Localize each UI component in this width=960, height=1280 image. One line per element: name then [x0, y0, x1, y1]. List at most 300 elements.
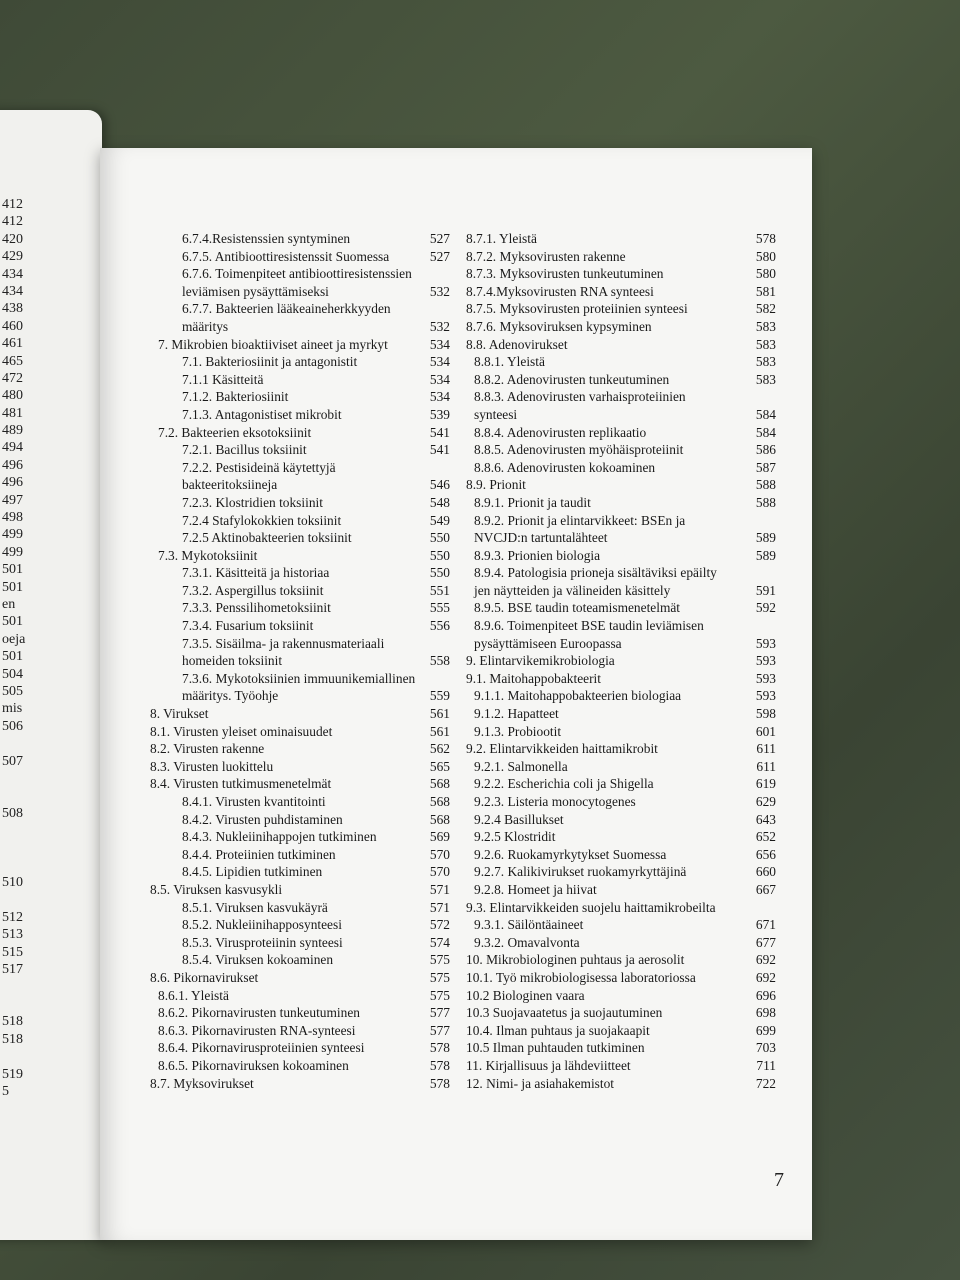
toc-entry-title: 8.9.2. Prionit ja elintarvikkeet: BSEn ja [474, 512, 686, 528]
toc-entry-page: 578 [429, 1075, 450, 1091]
toc-entry [466, 916, 776, 934]
toc-entry [466, 582, 776, 600]
toc-entry-title: 8. Virukset [150, 706, 209, 722]
left-page-number: 508 [2, 805, 23, 821]
toc-entry [150, 1075, 450, 1093]
toc-entry-page: 527 [429, 231, 450, 246]
left-page-number: 420 [2, 231, 23, 247]
toc-entry [466, 687, 776, 705]
toc-entry-title: NVCJD:n tartuntalähteet [474, 530, 608, 546]
left-page-number: 496 [2, 457, 23, 473]
toc-entry-page: 586 [755, 442, 776, 458]
toc-entry-page: 589 [755, 530, 776, 546]
toc-entry [150, 353, 450, 371]
toc-entry-page: 580 [755, 248, 776, 264]
toc-entry [466, 599, 776, 617]
toc-entry-title: 8.9.4. Patologisia prioneja sisältäviksi epäilty [474, 565, 717, 581]
toc-entry-page: 575 [429, 987, 450, 1003]
toc-entry-title: 8.6.2. Pikornavirusten tunkeutuminen [158, 1005, 360, 1021]
toc-entry [150, 934, 450, 952]
left-page-number [2, 822, 25, 839]
toc-entry-title: 8.8.6. Adenovirusten kokoaminen [474, 459, 656, 475]
toc-entry-title: 8.6.5. Pikornaviruksen kokoaminen [158, 1057, 349, 1073]
toc-entry-page: 532 [429, 318, 450, 334]
left-page-number: 412 [2, 214, 23, 230]
left-page-number: 517 [2, 962, 23, 978]
toc-entry [466, 934, 776, 952]
toc-entry-page: 575 [429, 952, 450, 968]
toc-entry-title: 7.3.3. Penssilihometoksiinit [182, 600, 331, 616]
left-page-number: en [2, 596, 16, 612]
toc-entry-page: 583 [755, 354, 776, 370]
main-page [100, 148, 812, 1240]
toc-entry-page: 546 [429, 477, 450, 493]
toc-entry-page: 572 [429, 917, 450, 933]
left-page-number [2, 735, 25, 752]
toc-entry [466, 353, 776, 371]
left-page-number: mis [2, 701, 23, 717]
toc-entry-page: 548 [429, 494, 450, 510]
toc-entry [150, 336, 450, 354]
toc-entry-page: 722 [755, 1075, 776, 1091]
toc-entry-page: 692 [755, 952, 776, 968]
toc-entry [150, 811, 450, 829]
toc-entry-title: 8.8.2. Adenovirusten tunkeutuminen [474, 371, 670, 387]
toc-entry-page: 527 [429, 248, 450, 264]
toc-entry-page: 588 [755, 477, 776, 493]
left-page-numbers [2, 196, 25, 1100]
toc-entry [150, 1057, 450, 1075]
toc-entry [150, 300, 450, 318]
toc-entry [466, 564, 776, 582]
toc-entry-title: 6.7.7. Bakteerien lääkeaineherkkyyden [182, 301, 391, 317]
toc-entry-title: 8.8.3. Adenovirusten varhaisproteiinien [474, 389, 686, 405]
toc-entry-title: 8.6.4. Pikornavirusproteiinien synteesi [158, 1040, 365, 1056]
toc-entry [150, 758, 450, 776]
toc-entry [466, 318, 776, 336]
toc-entry [150, 899, 450, 917]
toc-entry [466, 635, 776, 653]
toc-entry-title: 8.7.4.Myksovirusten RNA synteesi [466, 283, 654, 299]
toc-entry [466, 1057, 776, 1075]
toc-entry-page: 677 [755, 934, 776, 950]
toc-entry [466, 1075, 776, 1093]
toc-entry [150, 828, 450, 846]
toc-entry-page: 592 [755, 600, 776, 616]
toc-entry [150, 670, 450, 688]
toc-right-column [466, 230, 776, 1092]
toc-entry-title: 8.4.3. Nukleiinihappojen tutkiminen [182, 829, 377, 845]
toc-entry [150, 723, 450, 741]
toc-entry [150, 1039, 450, 1057]
toc-entry-title: 8.8.4. Adenovirusten replikaatio [474, 424, 647, 440]
toc-entry-page: 584 [755, 406, 776, 422]
toc-entry-page: 578 [429, 1057, 450, 1073]
toc-entry [150, 846, 450, 864]
toc-entry-title: 8.3. Virusten luokittelu [150, 758, 274, 774]
toc-entry-page: 534 [429, 389, 450, 405]
left-page-number: 465 [2, 353, 23, 369]
toc-entry [466, 265, 776, 283]
toc-entry-title: 8.9.5. BSE taudin toteamismenetelmät [474, 600, 681, 616]
toc-entry [150, 617, 450, 635]
toc-entry-title: 9.3.2. Omavalvonta [474, 934, 580, 950]
toc-entry-page: 629 [755, 794, 776, 809]
toc-entry-page: 703 [755, 1040, 776, 1056]
toc-entry-page: 570 [429, 864, 450, 880]
toc-entry-title: 9. Elintarvikemikrobiologia [466, 653, 615, 669]
toc-entry-title: 9.2.5 Klostridit [474, 829, 556, 845]
toc-entry-title: 7.3.5. Sisäilma- ja rakennusmateriaali [182, 635, 385, 651]
left-page-number: 5 [2, 1083, 9, 1099]
toc-entry-page: 660 [755, 864, 776, 880]
toc-entry-page: 583 [755, 371, 776, 387]
left-page-number [2, 1048, 25, 1065]
toc-entry [150, 388, 450, 406]
toc-entry-page: 578 [429, 1040, 450, 1056]
toc-entry-title: 7.2.3. Klostridien toksiinit [182, 494, 323, 510]
toc-entry-title: 6.7.5. Antibioottiresistenssit Suomessa [182, 248, 390, 264]
toc-entry-page: 565 [429, 758, 450, 774]
toc-entry [150, 459, 450, 477]
toc-entry-page: 652 [755, 829, 776, 845]
toc-entry-page: 692 [755, 969, 776, 985]
toc-entry-title: 9.2.1. Salmonella [474, 758, 568, 774]
toc-entry [150, 441, 450, 459]
toc-entry [466, 811, 776, 829]
toc-entry-page: 541 [429, 442, 450, 458]
toc-entry-page: 582 [755, 301, 776, 317]
toc-left-column [150, 230, 450, 1092]
toc-entry-title: 7.2.4 Stafylokokkien toksiinit [182, 512, 342, 528]
toc-entry-title: 7.2.5 Aktinobakteerien toksiinit [182, 530, 352, 546]
toc-entry-page: 593 [755, 670, 776, 686]
toc-entry [466, 758, 776, 776]
toc-entry-title: 7.2.2. Pestisideinä käytettyjä [182, 459, 336, 475]
toc-entry [150, 582, 450, 600]
toc-entry-page: 541 [429, 424, 450, 440]
toc-entry-page: 562 [429, 741, 450, 757]
toc-entry-page: 699 [755, 1022, 776, 1038]
toc-entry-title: 9.1.2. Hapatteet [474, 706, 559, 722]
toc-entry [150, 283, 450, 301]
left-page-number [2, 979, 25, 996]
toc-entry [150, 1022, 450, 1040]
toc-entry [466, 441, 776, 459]
toc-entry-page: 696 [755, 987, 776, 1003]
toc-entry-page: 534 [429, 336, 450, 352]
toc-entry [466, 793, 776, 811]
left-page-number: 429 [2, 249, 23, 265]
toc-entry-page: 711 [756, 1057, 776, 1073]
toc-entry [466, 828, 776, 846]
toc-entry [466, 775, 776, 793]
toc-entry-page: 593 [755, 635, 776, 651]
toc-entry-page: 534 [429, 371, 450, 387]
toc-entry [466, 371, 776, 389]
toc-entry-title: 8.4.2. Virusten puhdistaminen [182, 811, 343, 827]
toc-entry-title: leviämisen pysäyttämiseksi [182, 283, 329, 299]
toc-entry [150, 863, 450, 881]
toc-entry-title: 10.4. Ilman puhtaus ja suojakaapit [466, 1022, 650, 1038]
toc-entry-page: 534 [429, 354, 450, 370]
toc-entry-page: 574 [429, 934, 450, 950]
toc-entry-page: 611 [756, 758, 776, 774]
toc-entry [466, 459, 776, 477]
toc-entry-page: 643 [755, 811, 776, 827]
toc-entry [466, 388, 776, 406]
toc-entry-page: 569 [429, 829, 450, 845]
toc-entry [150, 740, 450, 758]
left-page-number: 507 [2, 753, 23, 769]
toc-entry-page: 601 [755, 723, 776, 739]
toc-entry-title: määritys [182, 318, 229, 334]
left-page-number [2, 770, 25, 787]
toc-entry-title: 8.7.2. Myksovirusten rakenne [466, 248, 626, 264]
toc-entry-title: 6.7.4.Resistenssien syntyminen [182, 231, 351, 246]
toc-entry [466, 705, 776, 723]
left-page [0, 110, 102, 1240]
left-page-number: 489 [2, 423, 23, 439]
toc-entry-page: 583 [755, 318, 776, 334]
toc-entry-title: 8.5. Viruksen kasvusykli [150, 881, 283, 897]
left-page-number: 412 [2, 197, 23, 212]
toc-entry [150, 494, 450, 512]
toc-entry [466, 476, 776, 494]
toc-entry [466, 406, 776, 424]
toc-entry [466, 336, 776, 354]
toc-entry-title: 8.5.2. Nukleiinihapposynteesi [182, 917, 342, 933]
toc-entry-title: 6.7.6. Toimenpiteet antibioottiresistenssien [182, 266, 412, 282]
toc-entry-title: 7. Mikrobien bioaktiiviset aineet ja myrkyt [158, 336, 388, 352]
toc-entry-page: 611 [756, 741, 776, 757]
left-page-number: 460 [2, 318, 23, 334]
toc-entry-title: 10.1. Työ mikrobiologisessa laboratoriossa [466, 969, 696, 985]
toc-entry-page: 667 [755, 881, 776, 897]
left-page-number: 499 [2, 527, 23, 543]
toc-entry-title: 11. Kirjallisuus ja lähdeviitteet [466, 1057, 631, 1073]
toc-entry-title: 9.3.1. Säilöntäaineet [474, 917, 584, 933]
toc-entry [150, 547, 450, 565]
toc-entry [466, 951, 776, 969]
left-page-number: 497 [2, 492, 23, 508]
toc-entry-page: 549 [429, 512, 450, 528]
left-page-number: 501 [2, 579, 23, 595]
toc-entry-title: 8.5.1. Viruksen kasvukäyrä [182, 899, 328, 915]
toc-entry-page: 581 [755, 283, 776, 299]
toc-entry [466, 987, 776, 1005]
toc-entry-title: 7.3.1. Käsitteitä ja historiaa [182, 565, 330, 581]
toc-entry [150, 248, 450, 266]
toc-entry-page: 555 [429, 600, 450, 616]
toc-entry-page: 561 [429, 706, 450, 722]
toc-entry-page: 550 [429, 530, 450, 546]
toc-entry-title: 9.2.4 Basillukset [474, 811, 564, 827]
toc-entry [466, 512, 776, 530]
toc-entry [466, 899, 776, 917]
toc-entry-page: 698 [755, 1005, 776, 1021]
toc-entry [150, 987, 450, 1005]
toc-entry-title: 8.7.5. Myksovirusten proteiinien synteesi [466, 301, 688, 317]
toc-entry-page: 584 [755, 424, 776, 440]
toc-entry [466, 300, 776, 318]
left-page-number [2, 996, 25, 1013]
toc-entry-title: jen näytteiden ja välineiden käsittely [474, 582, 671, 598]
toc-entry-page: 559 [429, 688, 450, 704]
left-page-number: 506 [2, 718, 23, 734]
toc-entry-title: määritys. Työohje [182, 688, 279, 704]
left-page-number: 496 [2, 475, 23, 491]
toc-entry-title: 8.8. Adenovirukset [466, 336, 568, 352]
toc-entry-title: 9.2.2. Escherichia coli ja Shigella [474, 776, 654, 792]
toc-entry [466, 1039, 776, 1057]
toc-entry-title: 8.4. Virusten tutkimusmenetelmät [150, 776, 332, 792]
left-page-number [2, 892, 25, 909]
toc-entry [466, 230, 776, 248]
toc-entry [466, 547, 776, 565]
left-page-number: 515 [2, 944, 23, 960]
left-page-number: 512 [2, 910, 23, 926]
toc-entry-page: 551 [429, 582, 450, 598]
toc-entry-title: 8.6.3. Pikornavirusten RNA-synteesi [158, 1022, 356, 1038]
toc-entry-page: 575 [429, 969, 450, 985]
left-page-number: 513 [2, 927, 23, 943]
toc-entry-page: 593 [755, 688, 776, 704]
toc-entry-title: 8.7.6. Myksoviruksen kypsyminen [466, 318, 652, 334]
toc-entry [150, 775, 450, 793]
toc-entry [150, 635, 450, 653]
toc-entry-title: 9.1.1. Maitohappobakteerien biologiaa [474, 688, 682, 704]
toc-entry-page: 550 [429, 547, 450, 563]
toc-entry [150, 230, 450, 248]
toc-entry-page: 539 [429, 406, 450, 422]
page-number: 7 [774, 1169, 784, 1191]
toc-entry-title: 9.2.6. Ruokamyrkytykset Suomessa [474, 846, 667, 862]
left-page-number: 510 [2, 875, 23, 891]
toc-entry-title: 7.1.3. Antagonistiset mikrobit [182, 406, 342, 422]
left-page-number: 518 [2, 1014, 23, 1030]
toc-entry-page: 591 [755, 582, 776, 598]
left-page-number: oeja [2, 631, 26, 647]
toc-entry-title: 8.9.1. Prionit ja taudit [474, 494, 591, 510]
toc-entry [150, 969, 450, 987]
toc-entry-title: 9.2.8. Homeet ja hiivat [474, 881, 597, 897]
toc-entry [466, 1022, 776, 1040]
toc-entry-page: 583 [755, 336, 776, 352]
toc-entry-page: 577 [429, 1022, 450, 1038]
toc-entry [466, 740, 776, 758]
toc-entry-title: 8.8.1. Yleistä [474, 354, 545, 370]
left-page-number: 505 [2, 683, 23, 699]
toc-entry-page: 571 [429, 881, 450, 897]
left-page-number [2, 857, 25, 874]
toc-entry-page: 568 [429, 776, 450, 792]
toc-entry-title: 7.3.4. Fusarium toksiinit [182, 618, 314, 634]
toc-entry-page: 593 [755, 653, 776, 669]
left-page-number: 501 [2, 649, 23, 665]
left-page-number: 472 [2, 370, 23, 386]
toc-entry-title: 7.1.1 Käsitteitä [182, 371, 264, 387]
toc-entry-title: 9.1.3. Probiootit [474, 723, 562, 739]
toc-entry-page: 589 [755, 547, 776, 563]
toc-entry [150, 424, 450, 442]
toc-entry-title: 8.4.5. Lipidien tutkiminen [182, 864, 323, 880]
left-page-number [2, 839, 25, 856]
toc-entry [150, 371, 450, 389]
toc-entry-title: 7.3.6. Mykotoksiinien immuunikemiallinen [182, 670, 416, 686]
toc-entry-title: pysäyttämiseen Euroopassa [474, 635, 622, 651]
left-page-number: 434 [2, 266, 23, 282]
toc-entry-page: 570 [429, 846, 450, 862]
toc-entry [466, 494, 776, 512]
toc-entry-title: 8.2. Virusten rakenne [150, 741, 265, 757]
toc-entry-title: 10. Mikrobiologinen puhtaus ja aerosolit [466, 952, 685, 968]
toc-entry [150, 564, 450, 582]
toc-entry [150, 916, 450, 934]
toc-entry-page: 556 [429, 618, 450, 634]
toc-entry [466, 424, 776, 442]
toc-entry [150, 476, 450, 494]
toc-entry-title: 7.1. Bakteriosiinit ja antagonistit [182, 354, 358, 370]
toc-entry-title: 8.9.6. Toimenpiteet BSE taudin leviämisen [474, 618, 704, 634]
toc-entry-title: 10.2 Biologinen vaara [466, 987, 585, 1003]
left-page-number: 480 [2, 388, 23, 404]
left-page-number: 498 [2, 510, 23, 526]
toc-entry-page: 568 [429, 794, 450, 809]
toc-entry [466, 969, 776, 987]
toc-entry-page: 578 [755, 231, 776, 246]
toc-entry [150, 881, 450, 899]
toc-entry [466, 863, 776, 881]
toc-entry-title: homeiden toksiinit [182, 653, 283, 669]
toc-entry [466, 1004, 776, 1022]
toc-entry [150, 406, 450, 424]
toc-entry [150, 705, 450, 723]
toc-entry-title: 8.4.4. Proteiinien tutkiminen [182, 846, 336, 862]
toc-entry-title: 7.1.2. Bakteriosiinit [182, 389, 289, 405]
left-page-number: 434 [2, 283, 23, 299]
toc-entry-page: 580 [755, 266, 776, 282]
toc-entry-title: 8.5.4. Viruksen kokoaminen [182, 952, 334, 968]
toc-entry-page: 571 [429, 899, 450, 915]
toc-entry [150, 599, 450, 617]
toc-entry-title: 8.8.5. Adenovirusten myöhäisproteiinit [474, 442, 684, 458]
toc-entry [150, 265, 450, 283]
toc-entry-title: 9.2.7. Kalikivirukset ruokamyrkyttäjinä [474, 864, 687, 880]
toc-entry-page: 587 [755, 459, 776, 475]
toc-entry-page: 619 [755, 776, 776, 792]
toc-entry-title: 7.3. Mykotoksiinit [158, 547, 258, 563]
toc-entry-title: 9.2.3. Listeria monocytogenes [474, 794, 636, 809]
toc-entry-title: 8.7.1. Yleistä [466, 231, 537, 246]
toc-entry-title: 12. Nimi- ja asiahakemistot [466, 1075, 615, 1091]
toc-entry [466, 529, 776, 547]
toc-entry-title: 8.6. Pikornavirukset [150, 969, 259, 985]
toc-entry-title: 9.2. Elintarvikkeiden haittamikrobit [466, 741, 658, 757]
left-page-number: 461 [2, 336, 23, 352]
toc-entry-page: 558 [429, 653, 450, 669]
toc-entry-title: 8.7.3. Myksovirusten tunkeutuminen [466, 266, 664, 282]
left-page-number: 501 [2, 614, 23, 630]
toc-entry [466, 670, 776, 688]
left-page-number: 501 [2, 562, 23, 578]
toc-entry-page: 656 [755, 846, 776, 862]
toc-entry [466, 652, 776, 670]
toc-entry [150, 793, 450, 811]
toc-entry-title: 9.1. Maitohappobakteerit [466, 670, 601, 686]
toc-entry-page: 598 [755, 706, 776, 722]
toc-entry-title: 10.5 Ilman puhtauden tutkiminen [466, 1040, 645, 1056]
